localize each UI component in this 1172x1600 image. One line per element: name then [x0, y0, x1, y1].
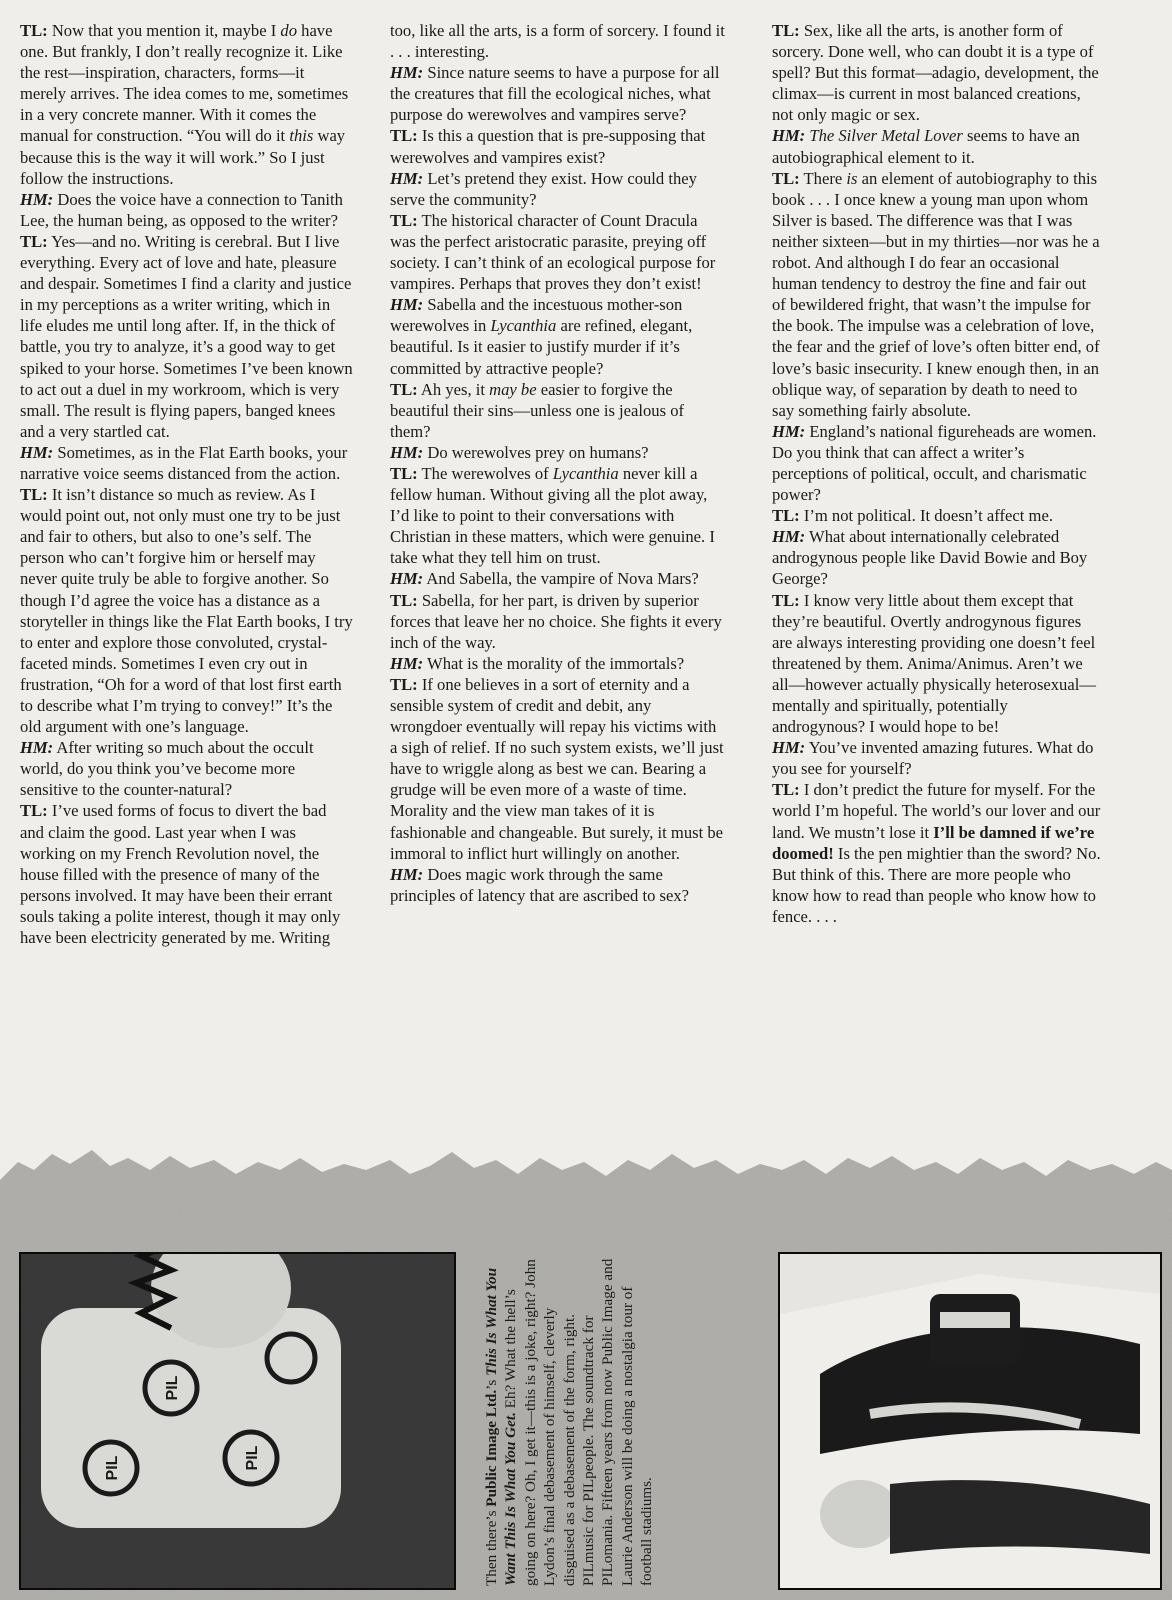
text-run: too, like all the arts, is a form of sorcery. I found it . . . interesting.: [390, 21, 725, 62]
text-run: Does magic work through the same principles of latency that are ascribed to sex?: [390, 864, 690, 905]
article-column-3: [772, 20, 1102, 927]
text-run: What is the morality of the immortals?: [423, 653, 685, 673]
speaker-label: TL:: [20, 801, 48, 821]
interview-paragraph: [20, 20, 354, 189]
text-run: Sex, like all the arts, is another form of sorcery. Done well, who can doubt it is a type of spell? But this format—adagio, development, the climax—is current in most balanced creations, not only magic or sex.: [772, 21, 1099, 125]
interview-paragraph: [390, 568, 726, 589]
text-run: may be: [489, 379, 537, 399]
record-review-caption: [482, 1252, 710, 1586]
text-run: The Silver Metal Lover: [805, 126, 963, 146]
text-run: seems to have an autobiographical element to it.: [772, 126, 1080, 167]
text-run: way because this is the way it will work.” So I just follow the instructions.: [20, 126, 346, 188]
text-run: Sabella and the incestuous mother-son werewolves in: [390, 295, 683, 336]
text-run: After writing so much about the occult world, do you think you’ve become more sensitive to the counter-natural?: [20, 738, 314, 800]
interview-paragraph: [20, 231, 354, 442]
interview-paragraph: [390, 864, 726, 906]
speaker-label: HM:: [390, 653, 424, 673]
interview-paragraph: [772, 168, 1102, 421]
text-run: are refined, elegant, beautiful. Is it easier to justify murder if it’s committed by attractive people?: [390, 316, 693, 378]
text-run: You’ve invented amazing futures. What do you see for yourself?: [772, 738, 1094, 779]
speaker-label: TL:: [390, 126, 418, 146]
shirt-logo-3: PIL: [244, 1445, 261, 1471]
interview-paragraph: [20, 189, 354, 231]
speaker-label: HM:: [20, 738, 54, 758]
text-run: Lycanthia: [552, 463, 619, 483]
speaker-label: HM:: [390, 864, 424, 884]
speaker-label: TL:: [772, 506, 800, 526]
interview-paragraph: [390, 168, 726, 210]
shirt-logo-2: PIL: [164, 1375, 181, 1401]
interview-paragraph: [390, 463, 726, 568]
speaker-label: HM:: [772, 421, 806, 441]
interview-paragraph: [772, 125, 1102, 167]
text-run: The historical character of Count Dracula was the perfect aristocratic parasite, preying off society. I can’t think of an ecological purpose for vampires. Perhaps that proves they don’t exist!: [390, 210, 716, 294]
text-run: And Sabella, the vampire of Nova Mars?: [423, 569, 699, 589]
text-run: It isn’t distance so much as review. As I would point out, not only must one try to be just and fair to others, but also to one’s self. The person who can’t forgive him or herself may never quite truly be able to forgive another. So though I’d agree the voice has a distance as a storyteller in things like the Flat Earth books, I try to enter and explore those convoluted, crystal-faceted minds. Sometimes I even cry out in frustration, “Oh for a word of that lost first earth to describe what I’m trying to convey!” It’s the old argument with one’s language.: [20, 485, 353, 737]
photo-john-lydon: [19, 1252, 456, 1590]
text-run: This Is What You Want This Is What You Get.: [483, 1267, 520, 1586]
speaker-label: HM:: [772, 126, 806, 146]
interview-paragraph: [772, 779, 1102, 927]
speaker-label: TL:: [20, 485, 48, 505]
interview-paragraph: [20, 442, 354, 484]
speaker-label: HM:: [772, 527, 806, 547]
text-run: The werewolves of: [417, 463, 553, 483]
text-run: is: [846, 168, 858, 188]
text-run: England’s national figureheads are women. Do you think that can affect a writer’s perceptions of political, occult, and charismatic power?: [772, 421, 1097, 505]
text-run: If one believes in a sort of eternity and a sensible system of credit and debit, any wrongdoer eventually will repay his victims with a sigh of relief. If no such system exists, we’ll just have to wriggle along as best we can. Bearing a grudge will be even more of a waste of time. Morality and the view man takes of it is fashionable and changeable. But surely, it must be immoral to inflict hurt willingly on another.: [390, 674, 724, 863]
text-run: What about internationally celebrated androgynous people like David Bowie and Boy George?: [772, 527, 1088, 589]
text-run: I know very little about them except that they’re beautiful. Overtly androgynous figures are always interesting providing one doesn’t feel threatened by them. Anima/Animus. Aren’t we all—however actually physically heterosexual—mentally and spiritually, potentially androgynous? I would hope to be!: [772, 590, 1096, 737]
speaker-label: TL:: [772, 780, 800, 800]
photo-laurie-anderson: [778, 1252, 1162, 1590]
text-run: I’ll be damned if we’re doomed!: [772, 822, 1095, 863]
interview-paragraph: [20, 484, 354, 737]
interview-paragraph: [390, 674, 726, 864]
text-run: Since nature seems to have a purpose for all the creatures that fill the ecological niches, what purpose do werewolves and vampires serve?: [390, 63, 720, 125]
interview-paragraph: [390, 20, 726, 62]
text-run: an element of autobiography to this book . . . I once knew a young man upon whom Silver is based. The difference was that I was neither sixteen—but in my thirties—nor was he a robot. And although I do fear an occasional human tendency to destroy the fine and fair out of bewildered fright, that wasn’t the impulse for the book. The impulse was a celebration of love, the fear and the grief of love’s often bitter end, of love’s basic insecurity. I knew enough then, in an oblique way, of separation by death to need to say something fairly absolute.: [772, 168, 1100, 420]
photo-john-lydon-image: [21, 1254, 454, 1588]
text-run: Sabella, for her part, is driven by superior forces that leave her no choice. She fights it every inch of the way.: [390, 590, 722, 652]
text-run: I’ve used forms of focus to divert the bad and claim the good. Last year when I was working on my French Revolution novel, the house filled with the presence of many of the persons involved. It may have been their errant souls taking a polite interest, though it may only have been electricity generated by me. Writing: [20, 801, 341, 948]
speaker-label: TL:: [390, 379, 418, 399]
speaker-label: HM:: [20, 189, 54, 209]
text-run: I’m not political. It doesn’t affect me.: [799, 506, 1053, 526]
speaker-label: TL:: [390, 463, 418, 483]
article-column-1: [20, 20, 354, 948]
text-run: Lycanthia: [490, 316, 557, 336]
interview-paragraph: [772, 505, 1102, 526]
interview-paragraph: [390, 442, 726, 463]
text-run: Public Image Ltd.: [483, 1389, 500, 1507]
text-run: never kill a fellow human. Without giving all the plot away, I’d like to point to their conversations with Christian in these matters, which were genuine. I take what they tell him on trust.: [390, 463, 715, 568]
text-run: Now that you mention it, maybe I: [47, 21, 281, 40]
text-run: do: [280, 21, 297, 40]
interview-paragraph: [772, 737, 1102, 779]
interview-paragraph: [390, 294, 726, 378]
speaker-label: HM:: [390, 168, 424, 188]
speaker-label: TL:: [20, 231, 48, 251]
text-run: Sometimes, as in the Flat Earth books, your narrative voice seems distanced from the action.: [20, 442, 348, 483]
interview-paragraph: [772, 590, 1102, 738]
article-column-2: [390, 20, 726, 906]
text-run: Does the voice have a connection to Tanith Lee, the human being, as opposed to the writer?: [20, 189, 343, 230]
interview-paragraph: [20, 800, 354, 948]
text-run: Do werewolves prey on humans?: [423, 442, 649, 462]
interview-paragraph: [772, 421, 1102, 505]
interview-paragraph: [390, 590, 726, 653]
text-run: Let’s pretend they exist. How could they serve the community?: [390, 168, 697, 209]
speaker-label: HM:: [390, 295, 424, 315]
record-review-text: [482, 1252, 710, 1586]
text-run: Eh? What the hell’s going on here? Oh, I get it—this is a joke, right? John Lydon’s final debasement of himself, cleverly disguised as a debasement of the form, right. PILmusic for PILpeople. The soundtrack for PILomania. Fifteen years from now Public Image and Laurie Anderson will be doing a nostalgia tour of football stadiums.: [502, 1258, 656, 1586]
text-run: Is the pen mightier than the sword? No. But think of this. There are more people who know how to read than people who know how to fence. . . .: [772, 843, 1101, 926]
interview-paragraph: [390, 379, 726, 442]
text-run: Is this a question that is pre-supposing that werewolves and vampires exist?: [390, 126, 706, 167]
interview-paragraph: [390, 210, 726, 294]
interview-paragraph: [20, 737, 354, 800]
speaker-label: HM:: [20, 442, 54, 462]
interview-paragraph: [390, 125, 726, 167]
speaker-label: TL:: [390, 674, 418, 694]
text-run: I don’t predict the future for myself. For the world I’m hopeful. The world’s our lover and our land. We mustn’t lose it: [772, 780, 1101, 842]
speaker-label: TL:: [772, 590, 800, 610]
text-run: Then there’s: [483, 1506, 500, 1586]
text-run: Ah yes, it: [417, 379, 490, 399]
speaker-label: HM:: [390, 442, 424, 462]
shirt-logo-1: PIL: [104, 1455, 121, 1481]
interview-paragraph: [390, 62, 726, 125]
speaker-label: TL:: [390, 210, 418, 230]
interview-paragraph: [390, 653, 726, 674]
photo-laurie-anderson-image: [780, 1254, 1160, 1588]
speaker-label: TL:: [20, 21, 48, 40]
text-run: this: [289, 126, 314, 146]
text-run: easier to forgive the beautiful their sins—unless one is jealous of them?: [390, 379, 685, 441]
speaker-label: TL:: [390, 590, 418, 610]
interview-paragraph: [772, 20, 1102, 125]
speaker-label: TL:: [772, 21, 800, 40]
text-run: ’s: [483, 1375, 500, 1390]
text-run: Yes—and no. Writing is cerebral. But I live everything. Every act of love and hate, pleasure and despair. Sometimes I find a clarity and justice in my perceptions as a writer writing, which in life eludes me until long after. If, in the thick of battle, you try to analyze, it’s a good way to get spiked to your horse. Sometimes I’ve been known to act out a duel in my workroom, which is very small. The result is flying papers, banged knees and a very startled cat.: [20, 231, 353, 441]
speaker-label: HM:: [390, 63, 424, 83]
speaker-label: HM:: [772, 738, 806, 758]
text-run: There: [799, 168, 847, 188]
interview-paragraph: [772, 526, 1102, 589]
text-run: have one. But frankly, I don’t really recognize it. Like the rest—inspiration, characters, forms—it merely arrives. The idea comes to me, sometimes in a very concrete manner. With it comes the manual for construction. “You will do it: [20, 21, 349, 146]
speaker-label: TL:: [772, 168, 800, 188]
speaker-label: HM:: [390, 569, 424, 589]
